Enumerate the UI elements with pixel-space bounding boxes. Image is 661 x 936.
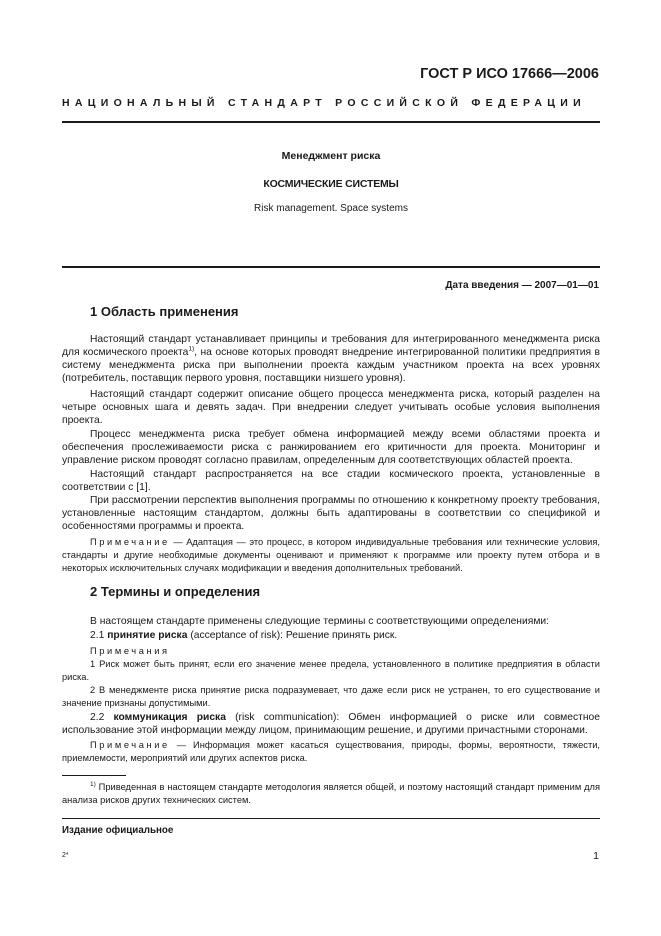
term-2-2 bbox=[62, 711, 600, 737]
footnote-reference[interactable]: 1) bbox=[188, 345, 195, 353]
footer-rule bbox=[62, 818, 600, 819]
paragraph-text: Настоящий стандарт устанавливает принципы и требования для интегрированного менеджмента риска для космического проекта bbox=[62, 334, 600, 359]
term-2-1-note-1: 1 Риск может быть принят, если его значение менее предела, установленного в политике предприятия в области риска. bbox=[62, 659, 600, 682]
introduction-date: Дата введения — 2007—01—01 bbox=[445, 280, 599, 291]
term-definition: (risk communication): Обмен информацией о риске или совместное использование этой информации между лицом, принимающим решение, и другими причастными сторонами. bbox=[62, 712, 600, 737]
term-2-2-note bbox=[62, 739, 600, 765]
section-1-paragraph-4: Настоящий стандарт распространяется на все стадии космического проекта, установленные в соответствии с [1]. bbox=[62, 469, 600, 494]
national-standard-header: НАЦИОНАЛЬНЫЙ СТАНДАРТ РОССИЙСКОЙ ФЕДЕРАЦИИ bbox=[62, 97, 586, 109]
note-text: — Адаптация — это процесс, в котором индивидуальные требования или технические условия, стандарты и другие необходимые документы оценивают и применяют к программе или проекту путем отбора и в некоторых исключительных случаях модификации и введения дополнительных требований. bbox=[62, 537, 600, 573]
term-name: принятие риска bbox=[107, 630, 188, 641]
footnote-text: Приведенная в настоящем стандарте методология является общей, и поэтому настоящий стандарт применим для анализа рисков других технических систем. bbox=[62, 782, 600, 805]
notes-label: Примечания bbox=[90, 646, 170, 656]
term-2-1-note-2: 2 В менеджменте риска принятие риска подразумевает, что даже если риск не устранен, то его существование и значение признаны допустимыми. bbox=[62, 685, 600, 708]
section-1-note bbox=[62, 536, 600, 575]
note-label: Примечание bbox=[90, 740, 170, 750]
footnote-mark: 1) bbox=[90, 780, 96, 788]
title-rule bbox=[62, 266, 600, 268]
footnote-separator bbox=[62, 775, 126, 776]
sheet-mark: 2* bbox=[62, 852, 69, 859]
term-definition: (acceptance of risk): Решение принять риск. bbox=[187, 630, 398, 641]
section-1-paragraph-2: Настоящий стандарт содержит описание общего процесса менеджмента риска, который разделен на четыре основных шага и девять задач. При внедрении следует учитывать особые условия выполнения проекта. bbox=[62, 389, 600, 427]
header-rule bbox=[62, 121, 600, 123]
official-edition-label: Издание официальное bbox=[62, 825, 174, 836]
term-number: 2.1 bbox=[90, 630, 108, 641]
document-title-line1: Менеджмент риска bbox=[281, 150, 381, 162]
document-title-line2: КОСМИЧЕСКИЕ СИСТЕМЫ bbox=[263, 178, 399, 190]
note-label: Примечание bbox=[90, 537, 170, 547]
document-title-english: Risk management. Space systems bbox=[254, 203, 408, 214]
section-1-paragraph-3: Процесс менеджмента риска требует обмена информацией между всеми областями проекта и обеспечения прослеживаемости риска с ранжированием его критичности для проекта. Мониторинг и управление риском проводят согласно правилам, определенным для соответствующих областей проекта. bbox=[62, 429, 600, 467]
paragraph-text: , на основе которых проводят внедрение интегрированной политики предприятия в систему менеджмента риска при выполнении проекта каждым участником проекта на всех уровнях (потребитель, поставщик первого уровня, поставщики низшего уровня). bbox=[62, 347, 601, 385]
section-2-heading: 2 Термины и определения bbox=[90, 584, 261, 599]
standard-number: ГОСТ Р ИСО 17666—2006 bbox=[420, 66, 599, 82]
term-2-1 bbox=[62, 629, 600, 642]
page-number: 1 bbox=[593, 850, 599, 862]
term-number: 2.2 bbox=[90, 712, 114, 723]
term-name: коммуникация риска bbox=[113, 712, 226, 723]
section-2-intro: В настоящем стандарте применены следующие термины с соответствующими определениями: bbox=[90, 616, 550, 627]
section-1-paragraph-5: При рассмотрении перспектив выполнения программы по отношению к конкретному проекту требования, установленные настоящим стандартом, должны быть адаптированы в соответствии со спецификой и особенностями программы и проекта. bbox=[62, 495, 600, 533]
section-1-paragraph-1 bbox=[62, 333, 600, 385]
footnote bbox=[62, 781, 600, 807]
note-text: — Информация может касаться существования, природы, формы, вероятности, тяжести, приемлемости, мероприятий или других аспектов риска. bbox=[62, 740, 600, 763]
section-1-heading: 1 Область применения bbox=[90, 304, 239, 319]
